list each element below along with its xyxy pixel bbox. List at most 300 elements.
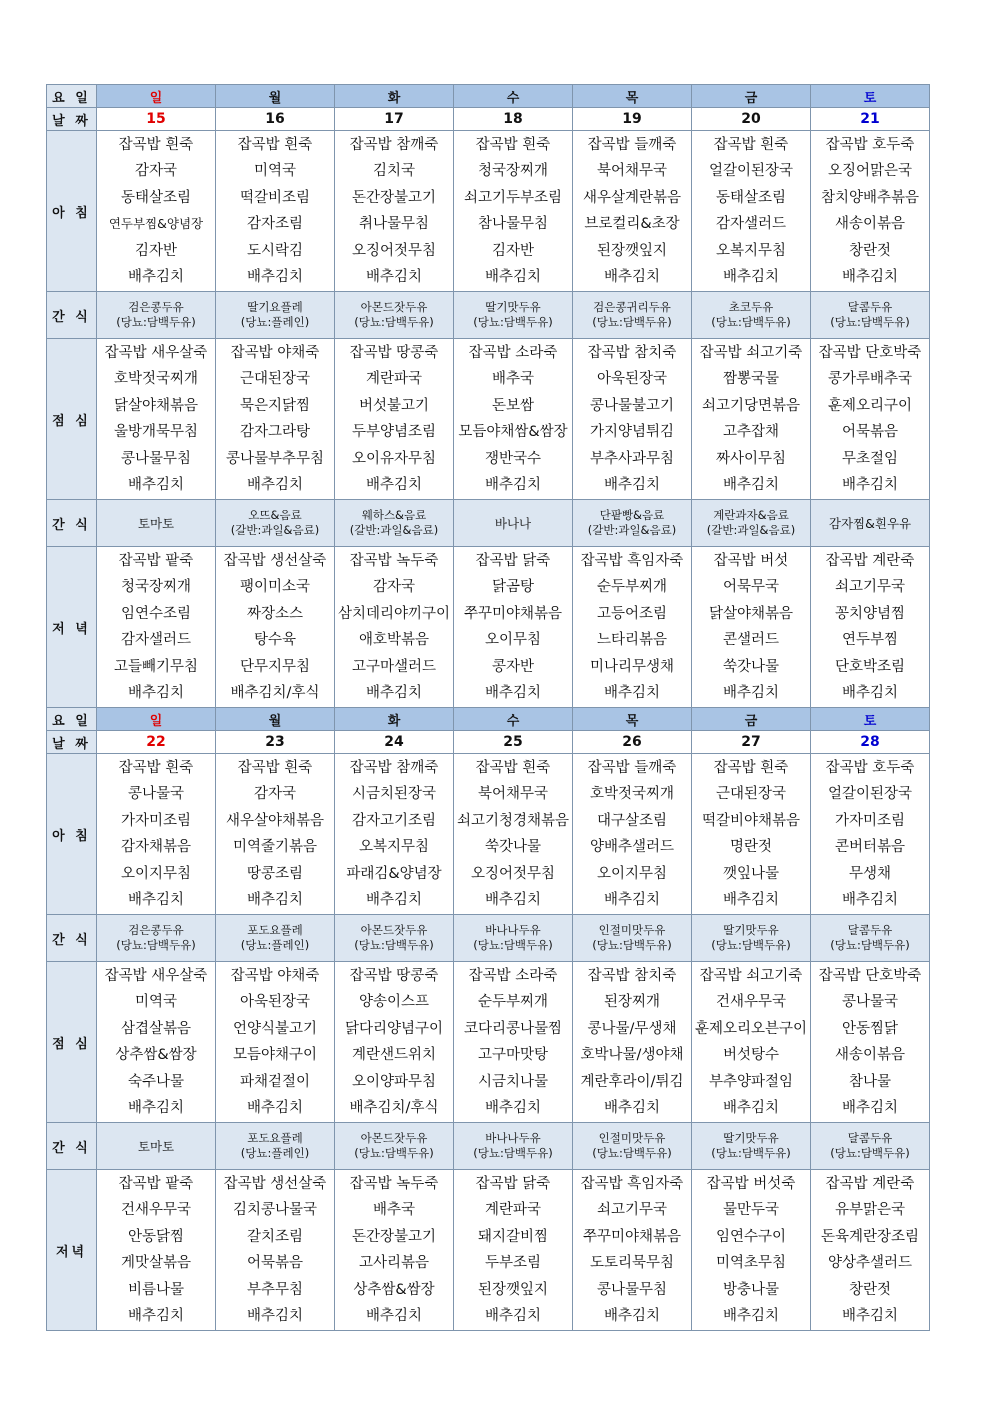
lunch-cell <box>573 962 692 1123</box>
menu-item: 쭈꾸미야채볶음 <box>463 605 563 622</box>
menu-item: 배추김치 <box>722 1308 780 1324</box>
snack-cell <box>692 500 811 547</box>
menu-item: 돼지갈비찜 <box>477 1228 549 1245</box>
snack-item: (당뇨:담백두유) <box>592 1146 672 1160</box>
snack-item: (당뇨:담백두유) <box>711 315 791 329</box>
menu-item: 취나물무침 <box>358 216 430 232</box>
menu-item: 고구마맛탕 <box>477 1047 549 1063</box>
meal-plan-table <box>46 84 930 1331</box>
menu-item: 쇠고기청경채볶음 <box>456 812 570 829</box>
menu-item: 쇠고기두부조림 <box>463 189 563 206</box>
dinner-cell <box>335 547 454 708</box>
menu-item: 오복지무침 <box>358 839 430 855</box>
lunch-cell <box>692 962 811 1123</box>
menu-item: 배추김치 <box>603 269 661 285</box>
menu-item: 배추김치 <box>484 892 542 908</box>
dinner-cell <box>454 547 573 708</box>
weekday-cell: 금 <box>692 708 811 731</box>
menu-item: 닭살야채볶음 <box>708 605 794 622</box>
menu-item: 쇠고기무국 <box>596 1202 668 1218</box>
menu-item: 배추김치 <box>484 1308 542 1324</box>
date-cell: 15 <box>97 108 216 131</box>
menu-item: 잡곡밥 팥죽 <box>118 552 194 569</box>
menu-item: 연두부찜&양념장 <box>108 216 204 231</box>
menu-item: 잡곡밥 소라죽 <box>468 344 558 361</box>
snack-cell <box>454 915 573 962</box>
menu-item: 대구살조림 <box>596 812 668 829</box>
weekday-cell: 수 <box>454 85 573 108</box>
snack-item: 포도요플레 <box>247 923 303 937</box>
menu-item: 호박나물/생야채 <box>580 1047 684 1063</box>
afternoon-snack-row <box>47 500 930 547</box>
menu-item: 쭈꾸미야채볶음 <box>582 1228 682 1245</box>
menu-item: 잡곡밥 흑임자죽 <box>580 552 684 569</box>
lunch-cell <box>97 339 216 500</box>
menu-item: 오이유자무침 <box>351 450 437 467</box>
menu-item: 모듬야채쌈&쌈장 <box>458 424 568 440</box>
snack-item: 달콤두유 <box>847 300 893 314</box>
menu-item: 창란젓 <box>848 242 892 259</box>
menu-item: 콩나물/무생채 <box>587 1020 677 1037</box>
snack-item: (당뇨:플레인) <box>240 938 310 952</box>
date-cell: 26 <box>573 731 692 754</box>
menu-item: 잡곡밥 단호박죽 <box>818 344 922 361</box>
snack-cell <box>335 1123 454 1170</box>
menu-item: 두부양념조림 <box>351 424 437 440</box>
menu-item: 김치국 <box>372 163 416 179</box>
menu-item: 콩자반 <box>491 658 535 675</box>
menu-item: 계란파국 <box>365 371 423 387</box>
date-cell: 21 <box>811 108 930 131</box>
menu-item: 배추김치 <box>246 892 304 908</box>
menu-item: 청국장찌개 <box>477 163 549 179</box>
menu-item: 잡곡밥 참치죽 <box>587 967 677 984</box>
menu-item: 잡곡밥 단호박죽 <box>818 967 922 984</box>
menu-item: 잡곡밥 참깨죽 <box>349 759 439 776</box>
menu-item: 배추김치 <box>841 269 899 285</box>
snack-item: 웨하스&음료 <box>361 508 427 522</box>
date-cell: 20 <box>692 108 811 131</box>
menu-item: 감자샐러드 <box>120 632 192 648</box>
lunch-cell <box>335 962 454 1123</box>
lunch-cell <box>692 339 811 500</box>
lunch-row <box>47 339 930 500</box>
row-label-snack: 간 식 <box>47 500 97 547</box>
menu-item: 잡곡밥 흰죽 <box>118 136 194 153</box>
date-cell: 28 <box>811 731 930 754</box>
menu-item: 배추김치 <box>484 685 542 701</box>
menu-item: 오복지무침 <box>715 242 787 259</box>
menu-item: 배추김치 <box>127 269 185 285</box>
menu-item: 꽁치양념찜 <box>834 605 906 622</box>
snack-cell <box>216 915 335 962</box>
menu-item: 숙주나물 <box>127 1073 185 1090</box>
menu-item: 감자국 <box>134 163 178 179</box>
menu-item: 감자국 <box>372 579 416 595</box>
menu-item: 쟁반국수 <box>484 450 542 467</box>
menu-item: 콩가루배추국 <box>827 371 913 387</box>
snack-item: (당뇨:담백두유) <box>711 1146 791 1160</box>
date-row <box>47 731 930 754</box>
snack-cell <box>811 500 930 547</box>
menu-item: 어묵무국 <box>722 579 780 595</box>
menu-item: 잡곡밥 새우살죽 <box>104 967 208 984</box>
weekday-cell: 토 <box>811 85 930 108</box>
lunch-cell <box>454 339 573 500</box>
menu-item: 묵은지닭찜 <box>239 397 311 414</box>
breakfast-cell <box>573 754 692 915</box>
menu-item: 배추김치 <box>484 269 542 285</box>
row-label-date: 날 짜 <box>47 731 97 754</box>
menu-item: 김치콩나물국 <box>232 1202 318 1218</box>
menu-item: 짜사이무침 <box>715 450 787 467</box>
snack-cell <box>97 292 216 339</box>
snack-item: 바나나 <box>494 515 532 531</box>
menu-item: 떡갈비야채볶음 <box>701 812 801 829</box>
menu-item: 오징어젓무침 <box>470 865 556 882</box>
menu-item: 시금치나물 <box>477 1073 549 1090</box>
weekday-cell: 토 <box>811 708 930 731</box>
menu-item: 배추김치 <box>841 1308 899 1324</box>
dinner-cell <box>811 1170 930 1331</box>
row-label-dinner: 저녁 <box>47 1170 97 1331</box>
snack-item: (당뇨:담백두유) <box>116 938 196 952</box>
menu-item: 잡곡밥 들깨죽 <box>587 759 677 776</box>
menu-item: 배추김치 <box>722 892 780 908</box>
weekday-cell: 월 <box>216 708 335 731</box>
snack-item: 아몬드잣두유 <box>360 300 428 314</box>
breakfast-cell <box>216 131 335 292</box>
menu-item: 잡곡밥 녹두죽 <box>349 1175 439 1192</box>
menu-item: 유부맑은국 <box>834 1202 906 1218</box>
menu-item: 참치양배추볶음 <box>820 189 920 206</box>
menu-item: 잡곡밥 호두죽 <box>825 759 915 776</box>
menu-item: 배추김치 <box>603 477 661 493</box>
menu-item: 김자반 <box>491 242 535 259</box>
dinner-cell <box>811 547 930 708</box>
menu-item: 배추김치 <box>127 1100 185 1116</box>
breakfast-cell <box>216 754 335 915</box>
snack-item: (당뇨:담백두유) <box>473 315 553 329</box>
snack-item: (당뇨:담백두유) <box>473 1146 553 1160</box>
breakfast-cell <box>573 131 692 292</box>
menu-item: 땅콩조림 <box>246 865 304 882</box>
snack-cell <box>97 500 216 547</box>
snack-item: (갈반:과일&음료) <box>587 523 677 537</box>
menu-item: 배추국 <box>372 1202 416 1218</box>
menu-item: 배추김치 <box>365 892 423 908</box>
lunch-cell <box>573 339 692 500</box>
menu-item: 잡곡밥 쇠고기죽 <box>699 967 803 984</box>
menu-item: 배추김치 <box>365 1308 423 1324</box>
menu-item: 어묵볶음 <box>246 1255 304 1271</box>
menu-item: 동태살조림 <box>715 189 787 206</box>
row-label-snack: 간 식 <box>47 915 97 962</box>
snack-item: 인절미맛두유 <box>598 1131 666 1145</box>
menu-item: 갈치조림 <box>246 1228 304 1245</box>
menu-item: 두부조림 <box>484 1255 542 1271</box>
menu-item: 잡곡밥 닭죽 <box>475 1175 551 1192</box>
breakfast-cell <box>692 131 811 292</box>
menu-item: 배추김치 <box>841 685 899 701</box>
afternoon-snack-row <box>47 1123 930 1170</box>
menu-item: 감자고기조림 <box>351 812 437 829</box>
lunch-cell <box>454 962 573 1123</box>
menu-item: 된장찌개 <box>603 994 661 1010</box>
menu-item: 잡곡밥 계란죽 <box>825 552 915 569</box>
menu-item: 부추무침 <box>246 1281 304 1298</box>
row-label-snack: 간 식 <box>47 292 97 339</box>
menu-item: 배추김치 <box>722 685 780 701</box>
menu-item: 돈간장불고기 <box>351 189 437 206</box>
breakfast-cell <box>97 131 216 292</box>
menu-item: 브로컬리&초장 <box>584 216 680 232</box>
menu-item: 잡곡밥 생선살죽 <box>223 1175 327 1192</box>
snack-item: 딸기요플레 <box>247 300 303 314</box>
breakfast-cell <box>811 131 930 292</box>
snack-cell <box>335 500 454 547</box>
menu-item: 북어채무국 <box>596 163 668 179</box>
menu-item: 새우살야채볶음 <box>225 812 325 829</box>
menu-item: 미역줄기볶음 <box>232 839 318 855</box>
snack-item: (당뇨:담백두유) <box>354 1146 434 1160</box>
date-cell: 17 <box>335 108 454 131</box>
lunch-cell <box>811 339 930 500</box>
menu-item: 임연수조림 <box>120 605 192 622</box>
menu-item: 참나물무침 <box>477 216 549 232</box>
menu-item: 무초절임 <box>841 450 899 467</box>
weekday-cell: 목 <box>573 708 692 731</box>
menu-item: 된장깻잎지 <box>596 242 668 259</box>
menu-item: 부추양파절임 <box>708 1073 794 1090</box>
date-cell: 23 <box>216 731 335 754</box>
menu-item: 미역국 <box>134 994 178 1010</box>
menu-item: 배추김치 <box>722 1100 780 1116</box>
breakfast-cell <box>454 131 573 292</box>
menu-item: 고사리볶음 <box>358 1255 430 1271</box>
menu-item: 오이무침 <box>484 632 542 648</box>
menu-item: 잡곡밥 흰죽 <box>713 759 789 776</box>
menu-item: 닭곰탕 <box>491 579 535 595</box>
menu-item: 버섯불고기 <box>358 397 430 414</box>
menu-item: 호박젓국찌개 <box>589 786 675 802</box>
menu-item: 오이지무침 <box>120 865 192 882</box>
lunch-cell <box>811 962 930 1123</box>
menu-item: 연두부찜 <box>841 632 899 648</box>
menu-item: 잡곡밥 버섯죽 <box>706 1175 796 1192</box>
dinner-cell <box>573 547 692 708</box>
menu-item: 언양식불고기 <box>232 1020 318 1037</box>
menu-item: 잡곡밥 땅콩죽 <box>349 967 439 984</box>
menu-item: 돈보쌈 <box>491 397 535 414</box>
snack-item: 바나나두유 <box>485 1131 541 1145</box>
menu-item: 새우살계란볶음 <box>582 189 682 206</box>
breakfast-row <box>47 131 930 292</box>
menu-item: 배추김치 <box>484 477 542 493</box>
snack-item: 계란과자&음료 <box>713 508 789 522</box>
menu-item: 잡곡밥 흰죽 <box>713 136 789 153</box>
snack-cell <box>216 500 335 547</box>
menu-item: 배추김치 <box>246 269 304 285</box>
snack-cell <box>97 915 216 962</box>
menu-item: 얼갈이된장국 <box>708 163 794 179</box>
menu-item: 건새우무국 <box>120 1202 192 1218</box>
menu-item: 고들빼기무침 <box>113 658 199 675</box>
date-cell: 19 <box>573 108 692 131</box>
menu-item: 순두부찌개 <box>477 994 549 1010</box>
menu-item: 아욱된장국 <box>596 371 668 387</box>
menu-item: 배추김치 <box>603 1308 661 1324</box>
menu-item: 잡곡밥 새우살죽 <box>104 344 208 361</box>
snack-item: 아몬드잣두유 <box>360 923 428 937</box>
menu-item: 단호박조림 <box>834 658 906 675</box>
row-label-breakfast: 아 침 <box>47 131 97 292</box>
lunch-cell <box>97 962 216 1123</box>
snack-cell <box>811 915 930 962</box>
weekday-cell: 일 <box>97 85 216 108</box>
snack-item: (당뇨:담백두유) <box>592 938 672 952</box>
snack-item: (당뇨:담백두유) <box>830 938 910 952</box>
menu-item: 미역초무침 <box>715 1255 787 1271</box>
menu-item: 잡곡밥 들깨죽 <box>587 136 677 153</box>
menu-item: 쑥갓나물 <box>484 839 542 855</box>
lunch-cell <box>216 339 335 500</box>
date-row <box>47 108 930 131</box>
menu-item: 잡곡밥 참깨죽 <box>349 136 439 153</box>
menu-item: 잡곡밥 계란죽 <box>825 1175 915 1192</box>
snack-item: 초코두유 <box>728 300 774 314</box>
menu-item: 계란파국 <box>484 1202 542 1218</box>
snack-cell <box>454 500 573 547</box>
breakfast-cell <box>335 131 454 292</box>
menu-item: 아욱된장국 <box>239 994 311 1010</box>
menu-item: 근대된장국 <box>239 371 311 387</box>
snack-item: 딸기맛두유 <box>723 1131 779 1145</box>
snack-cell <box>335 915 454 962</box>
snack-item: 인절미맛두유 <box>598 923 666 937</box>
menu-item: 안동닭찜 <box>127 1228 185 1245</box>
menu-item: 배추국 <box>491 371 535 387</box>
menu-item: 잡곡밥 참치죽 <box>587 344 677 361</box>
menu-item: 콩나물무침 <box>596 1281 668 1298</box>
weekday-cell: 수 <box>454 708 573 731</box>
menu-item: 콘버터볶음 <box>834 839 906 855</box>
menu-item: 참나물 <box>848 1073 892 1090</box>
menu-item: 잡곡밥 흰죽 <box>237 759 313 776</box>
menu-item: 고추잡채 <box>722 424 780 440</box>
menu-item: 가자미조림 <box>120 812 192 829</box>
snack-item: 토마토 <box>137 515 175 531</box>
breakfast-cell <box>454 754 573 915</box>
weekday-cell: 화 <box>335 708 454 731</box>
snack-cell <box>216 1123 335 1170</box>
menu-item: 돈간장불고기 <box>351 1228 437 1245</box>
date-cell: 16 <box>216 108 335 131</box>
menu-item: 오징어맑은국 <box>827 163 913 179</box>
menu-item: 북어채무국 <box>477 786 549 802</box>
dinner-cell <box>97 547 216 708</box>
snack-item: 오뜨&음료 <box>248 508 302 522</box>
menu-item: 배추김치/후식 <box>230 685 320 701</box>
menu-item: 배추김치 <box>246 1308 304 1324</box>
dinner-cell <box>454 1170 573 1331</box>
weekday-cell: 금 <box>692 85 811 108</box>
menu-item: 잡곡밥 야채죽 <box>230 967 320 984</box>
row-label-day: 요 일 <box>47 708 97 731</box>
dinner-cell <box>573 1170 692 1331</box>
weekday-header-row <box>47 708 930 731</box>
snack-item: (당뇨:담백두유) <box>592 315 672 329</box>
menu-item: 잡곡밥 팥죽 <box>118 1175 194 1192</box>
menu-item: 청국장찌개 <box>120 579 192 595</box>
menu-item: 미나리무생채 <box>589 658 675 675</box>
menu-item: 배추김치 <box>603 892 661 908</box>
menu-item: 배추김치 <box>127 892 185 908</box>
snack-item: (당뇨:담백두유) <box>473 938 553 952</box>
snack-cell <box>97 1123 216 1170</box>
menu-item: 쇠고기당면볶음 <box>701 397 801 414</box>
menu-item: 코다리콩나물찜 <box>463 1020 563 1037</box>
date-cell: 25 <box>454 731 573 754</box>
menu-item: 명란젓 <box>729 839 773 855</box>
snack-item: 아몬드잣두유 <box>360 1131 428 1145</box>
menu-item: 도토리묵무침 <box>589 1255 675 1271</box>
row-label-day: 요 일 <box>47 85 97 108</box>
snack-cell <box>216 292 335 339</box>
menu-item: 팽이미소국 <box>239 579 311 595</box>
menu-item: 시금치된장국 <box>351 786 437 802</box>
menu-item: 가자미조림 <box>834 812 906 829</box>
weekday-cell: 월 <box>216 85 335 108</box>
snack-item: 검은콩귀리두유 <box>593 300 671 314</box>
menu-item: 가지양념튀김 <box>589 424 675 440</box>
snack-item: (당뇨:담백두유) <box>116 315 196 329</box>
menu-item: 깻잎나물 <box>722 865 780 882</box>
menu-item: 배추김치 <box>365 477 423 493</box>
menu-item: 파래김&양념장 <box>346 865 442 882</box>
breakfast-row <box>47 754 930 915</box>
menu-item: 잡곡밥 야채죽 <box>230 344 320 361</box>
row-label-breakfast: 아 침 <box>47 754 97 915</box>
menu-item: 잡곡밥 생선살죽 <box>223 552 327 569</box>
weekday-cell: 일 <box>97 708 216 731</box>
menu-item: 고구마샐러드 <box>351 658 437 675</box>
menu-item: 돈육계란장조림 <box>820 1228 920 1245</box>
snack-cell <box>811 1123 930 1170</box>
menu-item: 콘샐러드 <box>722 632 780 648</box>
menu-item: 배추김치 <box>841 477 899 493</box>
menu-item: 비름나물 <box>127 1281 185 1298</box>
menu-item: 삼치데리야끼구이 <box>337 605 451 622</box>
menu-item: 잡곡밥 흰죽 <box>475 759 551 776</box>
menu-item: 탕수육 <box>253 632 297 648</box>
menu-item: 배추김치 <box>127 1308 185 1324</box>
menu-item: 임연수구이 <box>715 1228 787 1245</box>
lunch-cell <box>335 339 454 500</box>
menu-item: 쑥갓나물 <box>722 658 780 675</box>
snack-item: (갈반:과일&음료) <box>349 523 439 537</box>
menu-item: 배추김치 <box>246 477 304 493</box>
lunch-cell <box>216 962 335 1123</box>
snack-item: (당뇨:플레인) <box>240 315 310 329</box>
menu-item: 잡곡밥 호두죽 <box>825 136 915 153</box>
snack-item: 감자찜&흰우유 <box>828 515 912 531</box>
menu-item: 닭살야채볶음 <box>113 397 199 414</box>
snack-cell <box>573 1123 692 1170</box>
menu-item: 느타리볶음 <box>596 632 668 648</box>
row-label-dinner: 저 녁 <box>47 547 97 708</box>
menu-item: 배추김치 <box>722 269 780 285</box>
